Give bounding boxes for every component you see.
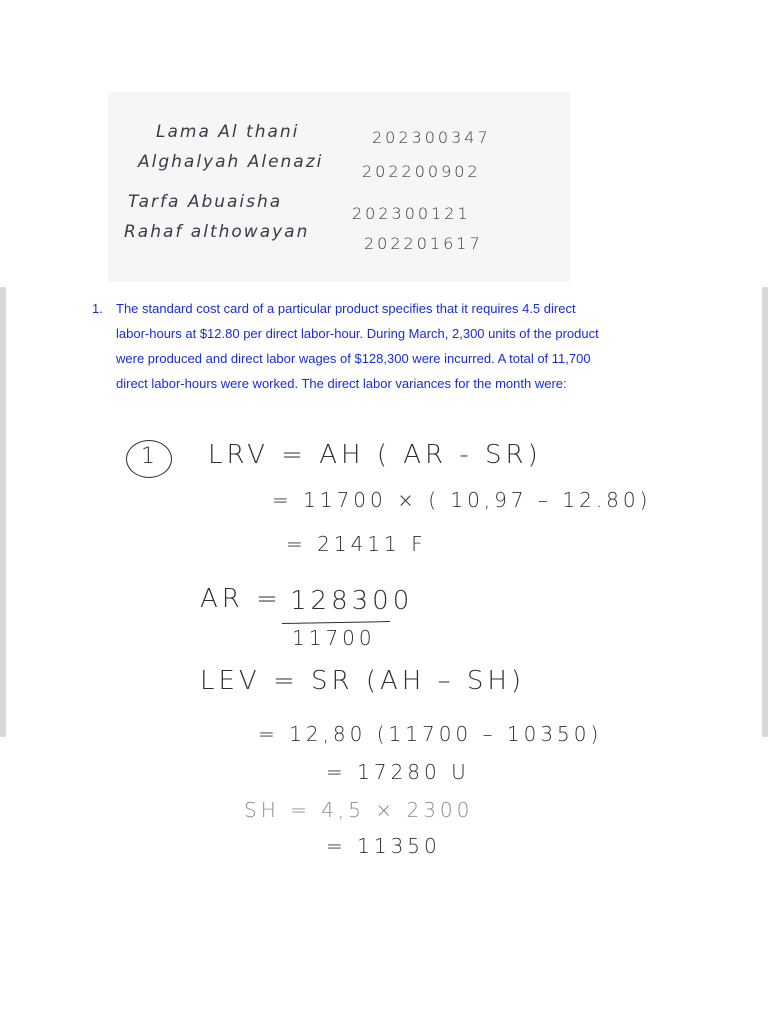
student-id-2: 202200902 <box>362 162 481 181</box>
student-id-1: 202300347 <box>372 128 491 147</box>
student-name-4: Rahaf althowayan <box>124 222 310 242</box>
lrv-result: = 21411 F <box>286 532 427 556</box>
lev-substitution: = 12,80 (11700 – 10350) <box>258 722 603 746</box>
student-name-3: Tarfa Abuaisha <box>128 192 283 212</box>
question-line-4: direct labor-hours were worked. The direct labor variances for the month were: <box>116 376 567 391</box>
sh-formula: SH = 4,5 × 2300 <box>244 798 474 822</box>
fraction-bar <box>282 621 390 624</box>
names-photo <box>108 92 570 282</box>
ar-label: AR = <box>200 584 282 614</box>
ar-denominator: 11700 <box>292 626 376 650</box>
question-line-2: labor-hours at $12.80 per direct labor-hour. During March, 2,300 units of the product <box>116 326 599 341</box>
lrv-substitution: = 11700 × ( 10,97 – 12.80) <box>272 488 652 512</box>
circled-number-text: 1 <box>141 444 155 469</box>
student-id-4: 202201617 <box>364 234 483 253</box>
question-block <box>92 296 692 396</box>
student-name-2: Alghalyah Alenazi <box>138 152 324 172</box>
circled-question-number <box>126 440 172 478</box>
question-number: 1. <box>92 301 103 316</box>
page-edge-left <box>0 287 6 737</box>
student-name-1: Lama Al thani <box>156 122 300 142</box>
sh-result: = 11350 <box>326 834 441 858</box>
lrv-formula: LRV = AH ( AR - SR) <box>208 440 542 470</box>
lev-result: = 17280 U <box>326 760 470 784</box>
question-line-3: were produced and direct labor wages of $128,300 were incurred. A total of 11,700 <box>116 351 591 366</box>
student-id-3: 202300121 <box>352 204 471 223</box>
page-edge-right <box>762 287 768 737</box>
lev-formula: LEV = SR (AH – SH) <box>200 666 526 696</box>
question-line-1: The standard cost card of a particular product specifies that it requires 4.5 direct <box>116 301 576 316</box>
ar-numerator: 128300 <box>290 586 414 616</box>
